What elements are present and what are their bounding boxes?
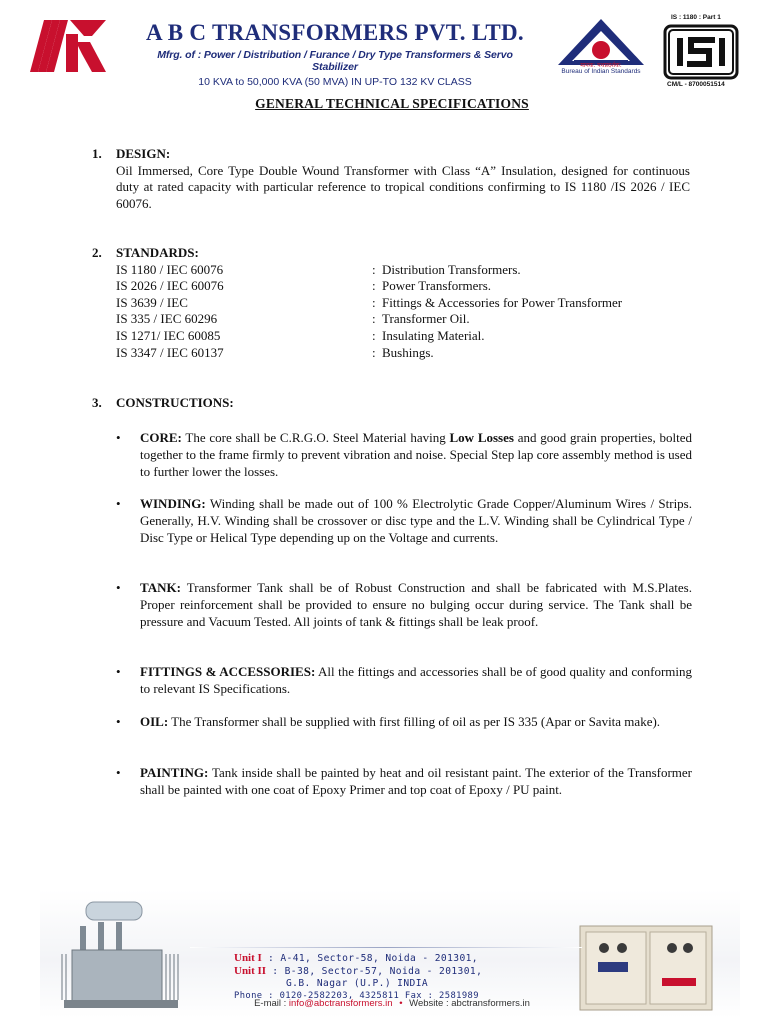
bis-hindi-text: मानक: पथप्रदर्शक:	[580, 62, 622, 69]
bullet-icon: •	[116, 765, 121, 780]
footer-divider	[190, 947, 582, 948]
oil-bullet	[116, 714, 692, 731]
email-label: E-mail :	[254, 998, 287, 1009]
section-number: 2.	[92, 245, 102, 260]
unit2-label: Unit II	[234, 965, 267, 977]
bullet-icon: •	[116, 580, 121, 595]
painting-body: Tank inside shall be painted by heat and oil resistant paint. The exterior of the Transformer shall be painted with one coat of Epoxy Primer and top coat of Epoxy / PU paint.	[140, 765, 692, 797]
winding-label: WINDING:	[140, 496, 206, 511]
design-section	[92, 146, 692, 212]
oil-body: The Transformer shall be supplied with first filling of oil as per IS 335 (Apar or Savita make).	[168, 714, 661, 729]
standard-code: IS 1271/ IEC 60085	[116, 327, 221, 343]
standard-colon: :	[372, 311, 376, 327]
bullet-icon: •	[116, 664, 121, 679]
constructions-section	[92, 395, 692, 412]
section-number: 3.	[92, 395, 102, 410]
standard-code: IS 2026 / IEC 60076	[116, 278, 224, 294]
section-number: 1.	[92, 146, 102, 161]
core-text-part: The core shall be C.R.G.O. Steel Material having	[181, 430, 450, 445]
standard-colon: :	[372, 344, 376, 360]
standards-section	[92, 245, 692, 361]
email-link[interactable]: info@abctransformers.in	[288, 998, 393, 1009]
standard-code: IS 3639 / IEC	[116, 294, 188, 310]
document-title: GENERAL TECHNICAL SPECIFICATIONS	[255, 96, 529, 111]
phone-line: Phone : 0120-2582203, 4325811 Fax : 2581989	[234, 991, 479, 1001]
company-header	[138, 20, 532, 88]
standard-colon: :	[372, 327, 376, 343]
standard-row	[116, 295, 692, 312]
isi-standard-label: IS : 1180 : Part 1	[671, 14, 721, 21]
painting-bullet	[116, 765, 692, 799]
fittings-body: All the fittings and accessories shall be of good quality and conforming to relevant IS Specifications.	[140, 664, 693, 696]
unit2-address: : B-38, Sector-57, Noida - 201301,	[266, 966, 483, 977]
capacity-line: 10 KVA to 50,000 KVA (50 MVA) IN UP-TO 132 KV CLASS	[198, 76, 472, 88]
standard-colon: :	[372, 278, 376, 294]
tank-body: Transformer Tank shall be of Robust Construction and shall be fabricated with M.S.Plates. Proper reinforcement shall be provided to ensure no bulging occur during service. The Tank shall be pressure and Vacuum Tested. All joints of tank & fittings shall be leak proof.	[140, 580, 692, 629]
winding-text	[140, 496, 692, 546]
section-heading: STANDARDS:	[116, 245, 199, 260]
standard-code: IS 3347 / IEC 60137	[116, 344, 224, 360]
city-line: G.B. Nagar (U.P.) INDIA	[286, 978, 429, 989]
fittings-label: FITTINGS & ACCESSORIES:	[140, 664, 316, 679]
contact-line	[0, 998, 768, 1009]
core-text	[140, 430, 692, 480]
contact-separator: •	[399, 998, 403, 1009]
winding-bullet	[116, 496, 692, 546]
standard-description: Bushings.	[382, 344, 434, 360]
painting-label: PAINTING:	[140, 765, 209, 780]
bullet-icon: •	[116, 496, 121, 511]
company-name: A B C TRANSFORMERS PVT. LTD.	[146, 20, 524, 45]
standard-description: Fittings & Accessories for Power Transformer	[382, 294, 623, 310]
standard-description: Power Transformers.	[382, 278, 492, 294]
section-heading: CONSTRUCTIONS:	[116, 395, 234, 410]
core-bullet	[116, 430, 692, 480]
power-transformer-image	[58, 896, 186, 1014]
core-label: CORE:	[140, 430, 182, 445]
company-logo	[26, 14, 108, 76]
unit1-address: : A-41, Sector-58, Noida - 201301,	[261, 953, 478, 964]
unit1-label: Unit I	[234, 952, 262, 964]
oil-text	[140, 714, 692, 731]
standard-row	[116, 328, 692, 345]
standard-colon: :	[372, 261, 376, 277]
low-losses-emphasis: Low Losses	[449, 430, 514, 445]
isi-mark-logo	[663, 24, 739, 80]
standard-row	[116, 345, 692, 362]
standard-row	[116, 311, 692, 328]
standard-description: Insulating Material.	[382, 327, 485, 343]
standard-row	[116, 278, 692, 295]
design-text: Oil Immersed, Core Type Double Wound Transformer with Class “A” Insulation, designed for continuous duty at rated capacity with particular reference to tropical conditions confirming to IS 1180 /IS 2026 / IEC 60076.	[116, 162, 690, 211]
standard-code: IS 335 / IEC 60296	[116, 311, 218, 327]
standard-code: IS 1180 / IEC 60076	[116, 261, 224, 277]
tank-label: TANK:	[140, 580, 181, 595]
website-label: Website :	[409, 998, 449, 1009]
oil-label: OIL:	[140, 714, 169, 729]
bullet-icon: •	[116, 714, 121, 729]
website-link[interactable]: abctransformers.in	[451, 998, 530, 1009]
winding-body: Winding shall be made out of 100 % Electrolytic Grade Copper/Aluminum Wires / Strips. Generally, H.V. Winding shall be crossover or disc type and the L.V. Winding shall be Cylindrical Type / Disc Type or Helical Type depending up on the Voltage and currents.	[140, 496, 692, 545]
section-heading: DESIGN:	[116, 146, 171, 161]
standard-colon: :	[372, 294, 376, 310]
tank-text	[140, 580, 692, 630]
address-block	[234, 952, 482, 1002]
core-text-part: and good grain properties, bolted together to the frame firmly to prevent vibration and noise. Special Step lap core assembly method is used to further lower the losses.	[140, 430, 692, 479]
bullet-icon: •	[116, 430, 121, 445]
standard-description: Transformer Oil.	[382, 311, 470, 327]
manufacture-line: Mfrg. of : Power / Distribution / Furance / Dry Type Transformers & Servo Stabilizer	[157, 49, 513, 73]
tank-bullet	[116, 580, 692, 630]
fittings-text	[140, 664, 692, 698]
isi-license-number: CM/L - 8700051514	[667, 81, 725, 88]
bis-caption: Bureau of Indian Standards	[561, 68, 641, 75]
fittings-bullet	[116, 664, 692, 698]
standard-row	[116, 262, 692, 279]
bis-logo	[554, 17, 648, 87]
painting-text	[140, 765, 692, 799]
standard-description: Distribution Transformers.	[382, 261, 521, 277]
